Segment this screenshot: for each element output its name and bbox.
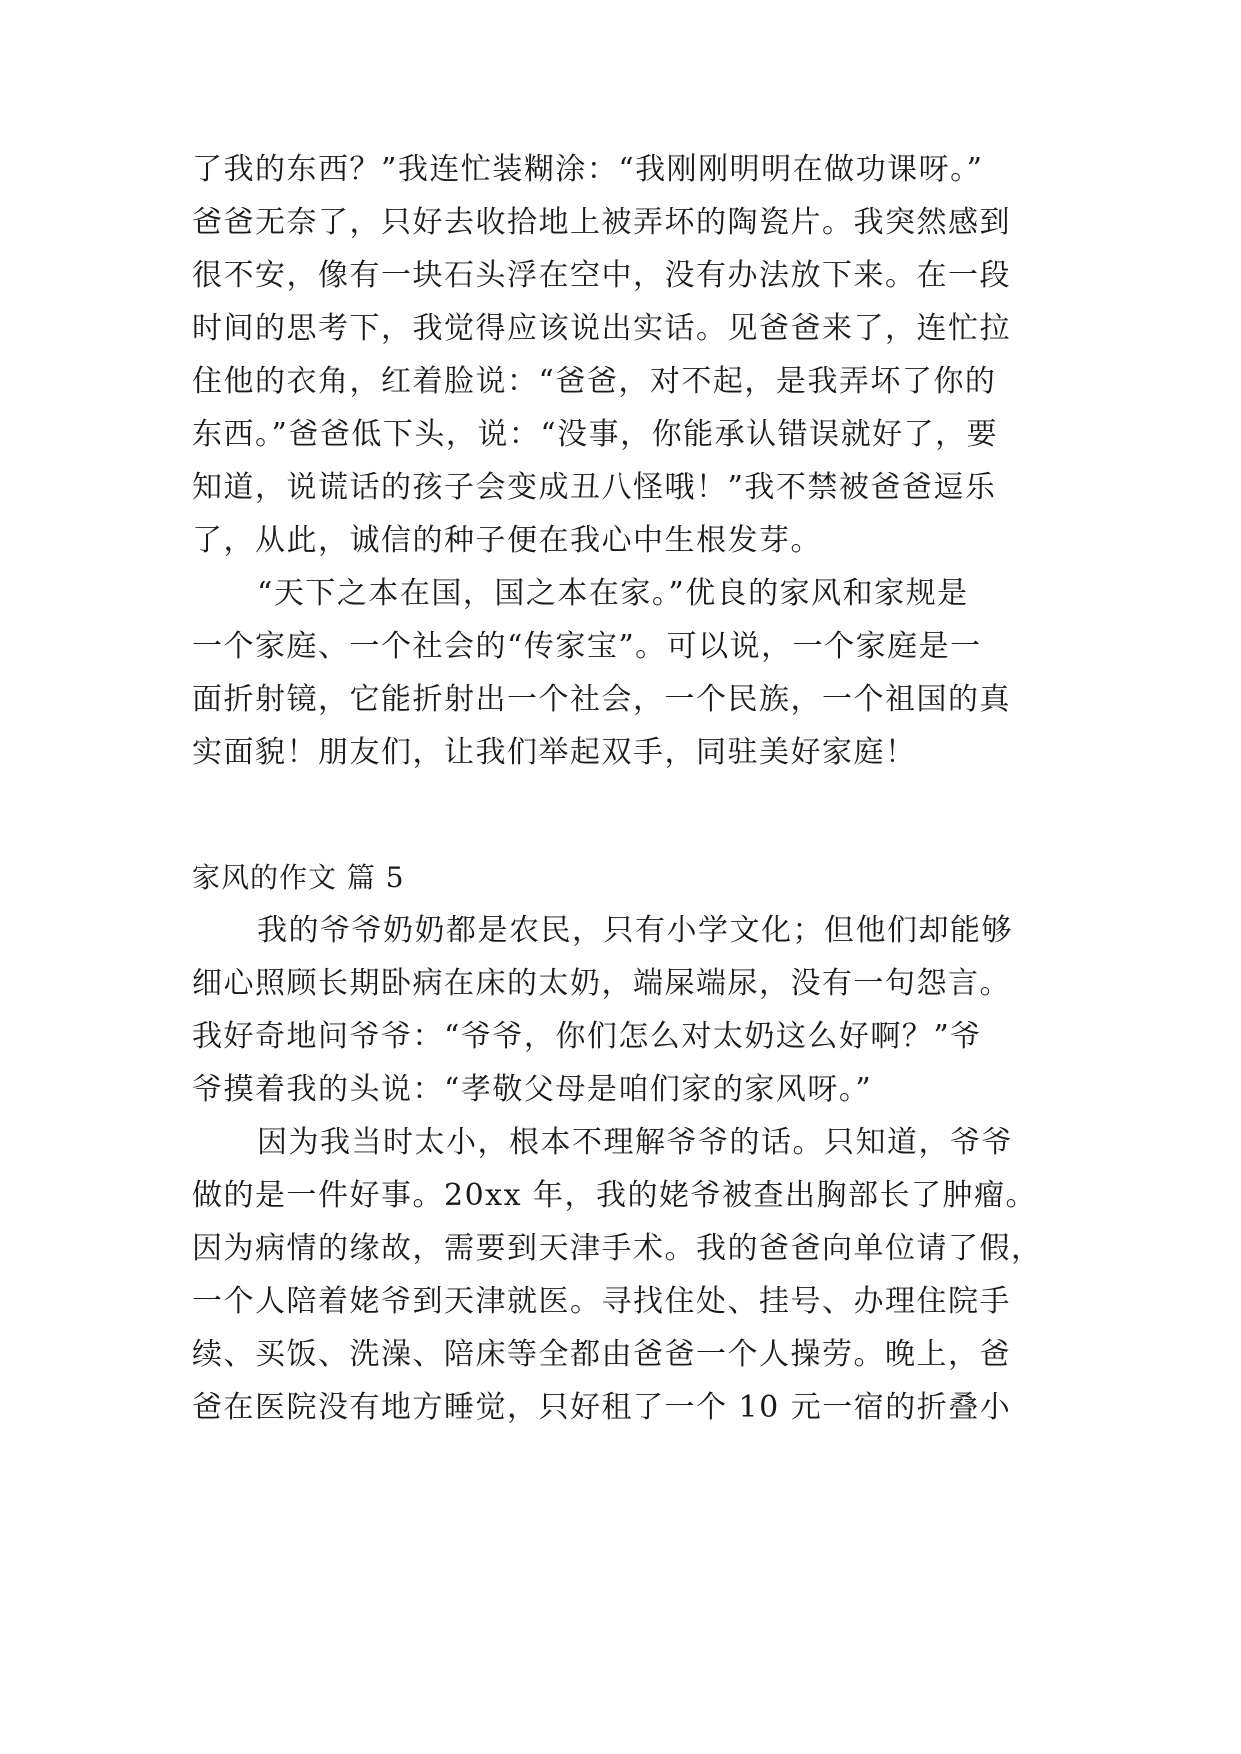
paragraph-line: 一个人陪着姥爷到天津就医。寻找住处、挂号、办理住院手 [192,1284,1011,1319]
paragraph-line: 了，从此，诚信的种子便在我心中生根发芽。 [192,523,822,558]
paragraph-line: 做的是一件好事。20xx 年，我的姥爷被查出胸部长了肿瘤。 [192,1178,1038,1213]
paragraph-line: 一个家庭、一个社会的“传家宝”。可以说，一个家庭是一 [192,629,982,664]
paragraph-line: 爸爸无奈了，只好去收拾地上被弄坏的陶瓷片。我突然感到 [192,205,1011,240]
paragraph-line: 知道，说谎话的孩子会变成丑八怪哦！”我不禁被爸爸逗乐 [192,470,997,505]
paragraph-line: 我的爷爷奶奶都是农民，只有小学文化；但他们却能够 [257,913,1013,948]
paragraph-line: 实面貌！朋友们，让我们举起双手，同驻美好家庭！ [192,735,917,770]
paragraph-line: 面折射镜，它能折射出一个社会，一个民族，一个祖国的真 [192,682,1011,717]
paragraph-line: 东西。”爸爸低下头，说：“没事，你能承认错误就好了，要 [192,417,999,452]
paragraph-line: “天下之本在国，国之本在家。”优良的家风和家规是 [257,576,969,611]
paragraph-line: 时间的思考下，我觉得应该说出实话。见爸爸来了，连忙拉 [192,311,1011,346]
paragraph-line: 我好奇地问爷爷：“爷爷，你们怎么对太奶这么好啊？”爷 [192,1019,982,1054]
paragraph-line: 了我的东西？”我连忙装糊涂：“我刚刚明明在做功课呀。” [192,152,984,187]
paragraph-line: 爷摸着我的头说：“孝敬父母是咱们家的家风呀。” [192,1072,873,1107]
section-heading: 家风的作文 篇 5 [192,861,405,894]
paragraph-line: 住他的衣角，红着脸说：“爸爸，对不起，是我弄坏了你的 [192,364,997,399]
paragraph-line: 细心照顾长期卧病在床的太奶，端屎端尿，没有一句怨言。 [192,966,1011,1001]
paragraph-line: 因为病情的缘故，需要到天津手术。我的爸爸向单位请了假， [192,1231,1043,1266]
paragraph-line: 续、买饭、洗澡、陪床等全都由爸爸一个人操劳。晚上，爸 [192,1337,1011,1372]
paragraph-line: 很不安，像有一块石头浮在空中，没有办法放下来。在一段 [192,258,1011,293]
paragraph-line: 因为我当时太小，根本不理解爷爷的话。只知道，爷爷 [257,1125,1013,1160]
paragraph-line: 爸在医院没有地方睡觉，只好租了一个 10 元一宿的折叠小 [192,1390,1012,1425]
